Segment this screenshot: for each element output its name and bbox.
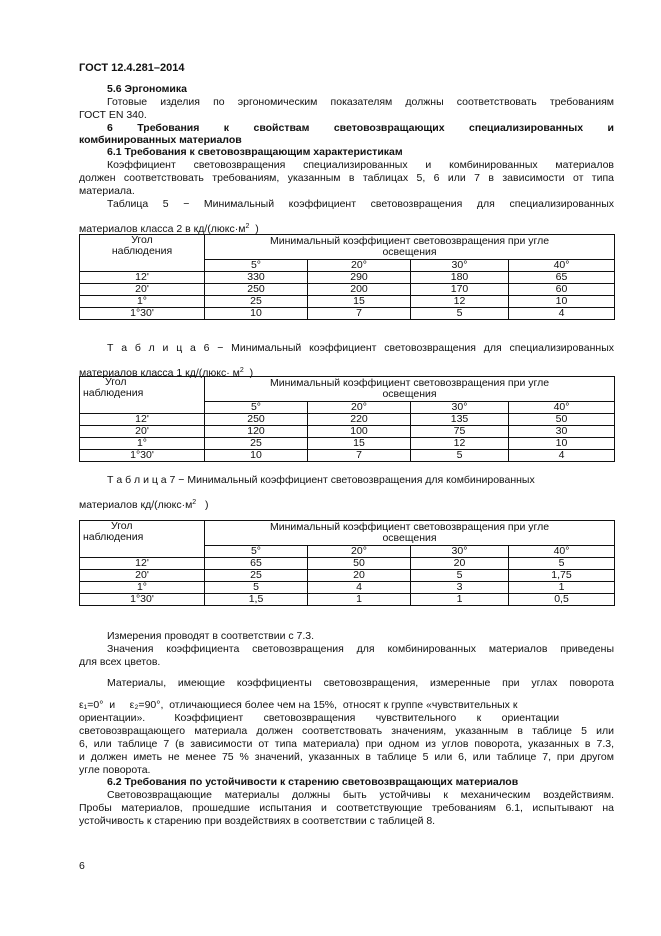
value-cell: 100 bbox=[308, 426, 411, 438]
value-cell: 15 bbox=[308, 296, 411, 308]
table-7-coef-header-line-1: Минимальный коэффициент световозвращения при угле bbox=[269, 521, 550, 533]
table-row bbox=[80, 284, 615, 296]
table-5-coef-header-line-1: Минимальный коэффициент световозвращения при угле bbox=[269, 235, 550, 247]
value-cell: 135 bbox=[411, 414, 509, 426]
values-line-1: Значения коэффициента световозвращения для комбинированных материалов приведены bbox=[107, 643, 614, 655]
column-header: 40° bbox=[509, 260, 615, 272]
column-header: 20° bbox=[308, 260, 411, 272]
table-6-angle-header-line-2: наблюдения bbox=[83, 387, 144, 399]
column-header: 5° bbox=[205, 546, 308, 558]
section-6-1-line-3: материала. bbox=[79, 185, 135, 197]
column-header: 20° bbox=[308, 546, 411, 558]
table-row bbox=[80, 272, 615, 284]
row-angle-cell: 20' bbox=[80, 284, 205, 296]
section-6-word-3: свойствам bbox=[253, 122, 310, 134]
table-row bbox=[80, 450, 615, 462]
column-header: 40° bbox=[509, 402, 615, 414]
table-5-caption-end: ) bbox=[255, 223, 259, 235]
row-angle-cell: 12' bbox=[80, 558, 205, 570]
table-row bbox=[80, 296, 615, 308]
materials-line-2: ε₁=0° и ε₂=90°, отличающиеся более чем на 15%, относят к группе «чувствительных к bbox=[79, 699, 518, 711]
table-row bbox=[80, 438, 615, 450]
section-6-2-line-2: Пробы материалов, прошедшие испытания и соответствующие требованиям 6.1, испытывают на bbox=[79, 802, 614, 814]
value-cell: 25 bbox=[205, 438, 308, 450]
section-5-6-line-1: Готовые изделия по эргономическим показателям должны соответствовать требованиям bbox=[107, 96, 614, 108]
table-6 bbox=[79, 376, 615, 462]
section-6-word-5: специализированных bbox=[469, 122, 584, 134]
document-header: ГОСТ 12.4.281–2014 bbox=[79, 62, 185, 74]
section-6-1-line-1: Коэффициент световозвращения специализированных и комбинированных материалов bbox=[107, 159, 614, 171]
value-cell: 170 bbox=[411, 284, 509, 296]
row-angle-cell: 1° bbox=[80, 438, 205, 450]
section-5-6-title: 5.6 Эргономика bbox=[107, 83, 187, 95]
value-cell: 60 bbox=[509, 284, 615, 296]
value-cell: 30 bbox=[509, 426, 615, 438]
table-6-angle-header-line-1: Угол bbox=[105, 376, 127, 388]
materials-line-1: Материалы, имеющие коэффициенты световозвращения, измеренные при углах поворота bbox=[107, 677, 614, 689]
value-cell: 3 bbox=[411, 582, 509, 594]
value-cell: 4 bbox=[509, 308, 615, 320]
value-cell: 10 bbox=[205, 308, 308, 320]
table-row bbox=[80, 582, 615, 594]
value-cell: 7 bbox=[308, 450, 411, 462]
table-5-coef-header bbox=[205, 235, 615, 260]
table-5-body bbox=[80, 272, 615, 320]
table-7-coef-header-line-2: освещения bbox=[382, 532, 437, 544]
value-cell: 4 bbox=[308, 582, 411, 594]
table-7-angle-header bbox=[80, 521, 205, 558]
value-cell: 50 bbox=[509, 414, 615, 426]
table-7 bbox=[79, 520, 615, 606]
value-cell: 5 bbox=[411, 570, 509, 582]
table-7-coef-header bbox=[205, 521, 615, 546]
table-row bbox=[80, 558, 615, 570]
value-cell: 75 bbox=[411, 426, 509, 438]
value-cell: 25 bbox=[205, 296, 308, 308]
value-cell: 10 bbox=[205, 450, 308, 462]
section-6-word-4: световозвращающих bbox=[333, 122, 445, 134]
table-5-caption-text: материалов класса 2 в кд/(люкс·м bbox=[79, 223, 246, 235]
value-cell: 5 bbox=[411, 308, 509, 320]
column-header: 20° bbox=[308, 402, 411, 414]
table-6-coef-header-line-2: освещения bbox=[382, 388, 437, 400]
table-row bbox=[80, 594, 615, 606]
table-5-coef-header-line-2: освещения bbox=[382, 246, 437, 258]
section-6-2-title: 6.2 Требования по устойчивости к старению световозвращающих материалов bbox=[107, 776, 519, 788]
table-5-angle-header bbox=[80, 235, 205, 272]
table-5-angle-header-line-2: наблюдения bbox=[111, 245, 173, 257]
value-cell: 290 bbox=[308, 272, 411, 284]
table-6-body bbox=[80, 414, 615, 462]
value-cell: 4 bbox=[509, 450, 615, 462]
value-cell: 12 bbox=[411, 296, 509, 308]
value-cell: 15 bbox=[308, 438, 411, 450]
value-cell: 10 bbox=[509, 438, 615, 450]
section-6-word-1: Требования bbox=[137, 122, 200, 134]
value-cell: 50 bbox=[308, 558, 411, 570]
section-6-word-2: к bbox=[223, 122, 230, 134]
row-angle-cell: 1° bbox=[80, 296, 205, 308]
section-6-word-6: и bbox=[607, 122, 614, 134]
value-cell: 220 bbox=[308, 414, 411, 426]
materials-line-5: 6, или таблице 7 (в зависимости от типа материала) при одном из углов поворота, указанных в 7.3, bbox=[79, 738, 614, 750]
table-5-caption-sup: 2 bbox=[245, 223, 250, 230]
section-6-2-line-3: устойчивость к старению при воздействиях в соответствии с таблицей 8. bbox=[79, 815, 436, 827]
table-row bbox=[80, 308, 615, 320]
table-7-caption-end: ) bbox=[204, 499, 209, 511]
table-6-caption-line-1: Т а б л и ц а 6 − Минимальный коэффициент световозвращения для специализированных bbox=[107, 342, 614, 354]
value-cell: 10 bbox=[509, 296, 615, 308]
section-6-1-title: 6.1 Требования к световозвращающим характеристикам bbox=[107, 146, 403, 158]
row-angle-cell: 12' bbox=[80, 272, 205, 284]
table-5-angle-header-line-1: Угол bbox=[131, 234, 153, 246]
value-cell: 120 bbox=[205, 426, 308, 438]
value-cell: 5 bbox=[205, 582, 308, 594]
table-7-caption-line-1: Т а б л и ц а 7 − Минимальный коэффициент световозвращения для комбинированных bbox=[107, 474, 535, 486]
value-cell: 65 bbox=[205, 558, 308, 570]
column-header: 30° bbox=[411, 546, 509, 558]
value-cell: 7 bbox=[308, 308, 411, 320]
materials-line-6: и должен иметь не менее 75 % значений, указанных в таблице 5 или 6, или таблице 7, при другом bbox=[79, 751, 614, 763]
section-6-title-line-2: комбинированных материалов bbox=[79, 134, 242, 146]
column-header: 5° bbox=[205, 260, 308, 272]
table-6-caption-end: ) bbox=[249, 367, 254, 379]
row-angle-cell: 20' bbox=[80, 426, 205, 438]
table-6-caption-sup: 2 bbox=[239, 367, 244, 374]
table-6-coef-header bbox=[205, 377, 615, 402]
materials-line-4: световозвращающего материала должен соответствовать значениям, указанным в таблице 5 или bbox=[79, 725, 614, 737]
table-7-angle-header-line-1: Угол bbox=[111, 520, 133, 532]
column-header: 30° bbox=[411, 402, 509, 414]
row-angle-cell: 1° bbox=[80, 582, 205, 594]
value-cell: 20 bbox=[308, 570, 411, 582]
value-cell: 65 bbox=[509, 272, 615, 284]
table-7-body bbox=[80, 558, 615, 606]
table-7-angle-header-line-2: наблюдения bbox=[83, 531, 144, 543]
row-angle-cell: 1°30' bbox=[80, 450, 205, 462]
value-cell: 1,5 bbox=[205, 594, 308, 606]
value-cell: 5 bbox=[509, 558, 615, 570]
section-6-2-line-1: Световозвращающие материалы должны быть устойчивы к механическим воздействиям. bbox=[107, 789, 614, 801]
values-line-2: для всех цветов. bbox=[79, 656, 161, 668]
value-cell: 5 bbox=[411, 450, 509, 462]
value-cell: 1 bbox=[411, 594, 509, 606]
table-row bbox=[80, 414, 615, 426]
table-6-caption-text: материалов класса 1 кд/(люкс· м bbox=[79, 367, 240, 379]
value-cell: 20 bbox=[411, 558, 509, 570]
materials-line-3: ориентации». Коэффициент световозвращения чувствительного к ориентации bbox=[79, 712, 560, 724]
value-cell: 330 bbox=[205, 272, 308, 284]
column-header: 40° bbox=[509, 546, 615, 558]
table-row bbox=[80, 570, 615, 582]
measurements-line: Измерения проводят в соответствии с 7.3. bbox=[107, 630, 315, 642]
value-cell: 1,75 bbox=[509, 570, 615, 582]
table-row bbox=[80, 426, 615, 438]
section-6-number: 6 bbox=[107, 122, 113, 134]
table-6-angle-header bbox=[80, 377, 205, 414]
table-7-caption-sup: 2 bbox=[192, 499, 197, 506]
column-header: 5° bbox=[205, 402, 308, 414]
value-cell: 250 bbox=[205, 414, 308, 426]
row-angle-cell: 20' bbox=[80, 570, 205, 582]
value-cell: 1 bbox=[509, 582, 615, 594]
section-6-1-line-2: должен соответствовать требованиям, указанным в таблицах 5, 6 или 7 в зависимости от типа bbox=[79, 172, 614, 184]
table-5-caption-line-1: Таблица 5 − Минимальный коэффициент световозвращения для специализированных bbox=[107, 198, 614, 210]
table-6-coef-header-line-1: Минимальный коэффициент световозвращения при угле bbox=[269, 377, 550, 389]
value-cell: 180 bbox=[411, 272, 509, 284]
row-angle-cell: 12' bbox=[80, 414, 205, 426]
row-angle-cell: 1°30' bbox=[80, 308, 205, 320]
materials-line-7: угле поворота. bbox=[79, 764, 151, 776]
table-7-caption-text: материалов кд/(люкс·м bbox=[79, 499, 193, 511]
value-cell: 25 bbox=[205, 570, 308, 582]
value-cell: 250 bbox=[205, 284, 308, 296]
value-cell: 1 bbox=[308, 594, 411, 606]
value-cell: 0,5 bbox=[509, 594, 615, 606]
page-number: 6 bbox=[79, 860, 85, 872]
column-header: 30° bbox=[411, 260, 509, 272]
row-angle-cell: 1°30' bbox=[80, 594, 205, 606]
table-5 bbox=[79, 234, 615, 320]
value-cell: 12 bbox=[411, 438, 509, 450]
section-5-6-line-2: ГОСТ EN 340. bbox=[79, 109, 147, 121]
table-7-caption-line-2 bbox=[79, 496, 614, 512]
value-cell: 200 bbox=[308, 284, 411, 296]
